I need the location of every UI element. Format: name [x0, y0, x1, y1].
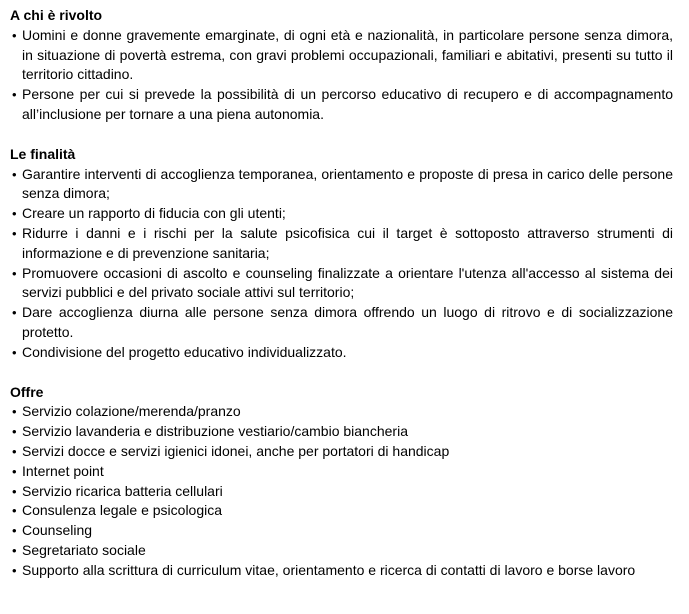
list-item: • Creare un rapporto di fiducia con gli utenti; — [22, 204, 673, 224]
section-offre — [10, 383, 673, 581]
section-heading: Le finalità — [10, 145, 76, 162]
list-item: • Counseling — [22, 521, 673, 541]
list-item: • Dare accoglienza diurna alle persone senza dimora offrendo un luogo di ritrovo e di socializzazione protetto. — [22, 303, 673, 343]
list-item: • Servizi docce e servizi igienici idonei, anche per portatori di handicap — [22, 442, 673, 462]
list-item: • Uomini e donne gravemente emarginate, di ogni età e nazionalità, in particolare persone senza dimora, in situazione di povertà estrema, con gravi problemi occupazionali, familiari e abitativi, presenti su tutto il territorio cittadino. — [22, 26, 673, 85]
list-item: • Promuovere occasioni di ascolto e counseling finalizzate a orientare l'utenza all'accesso al sistema dei servizi pubblici e del privato sociale attivi sul territorio; — [22, 264, 673, 304]
list-item: • Consulenza legale e psicologica — [22, 501, 673, 521]
section-a-chi-e-rivolto — [10, 6, 673, 125]
list-item: • Internet point — [22, 462, 673, 482]
list-item: • Ridurre i danni e i rischi per la salute psicofisica cui il target è sottoposto attraverso strumenti di informazione e di prevenzione sanitaria; — [22, 224, 673, 264]
section-heading: A chi è rivolto — [10, 7, 103, 23]
section-le-finalita — [10, 145, 673, 363]
section-heading: Offre — [10, 383, 44, 400]
list-item: • Condivisione del progetto educativo individualizzato. — [22, 343, 673, 363]
bullet-list — [10, 402, 673, 580]
bullet-list — [10, 26, 673, 125]
list-item: • Persone per cui si prevede la possibilità di un percorso educativo di recupero e di accompagnamento all’inclusione per tornare a una piena autonomia. — [22, 85, 673, 125]
list-item: • Garantire interventi di accoglienza temporanea, orientamento e proposte di presa in carico delle persone senza dimora; — [22, 165, 673, 205]
list-item: • Servizio lavanderia e distribuzione vestiario/cambio biancheria — [22, 422, 673, 442]
list-item: • Servizio colazione/merenda/pranzo — [22, 402, 673, 422]
bullet-list — [10, 165, 673, 363]
list-item: • Segretariato sociale — [22, 541, 673, 561]
list-item: • Supporto alla scrittura di curriculum vitae, orientamento e ricerca di contatti di lavoro e borse lavoro — [22, 561, 673, 581]
list-item: • Servizio ricarica batteria cellulari — [22, 482, 673, 502]
